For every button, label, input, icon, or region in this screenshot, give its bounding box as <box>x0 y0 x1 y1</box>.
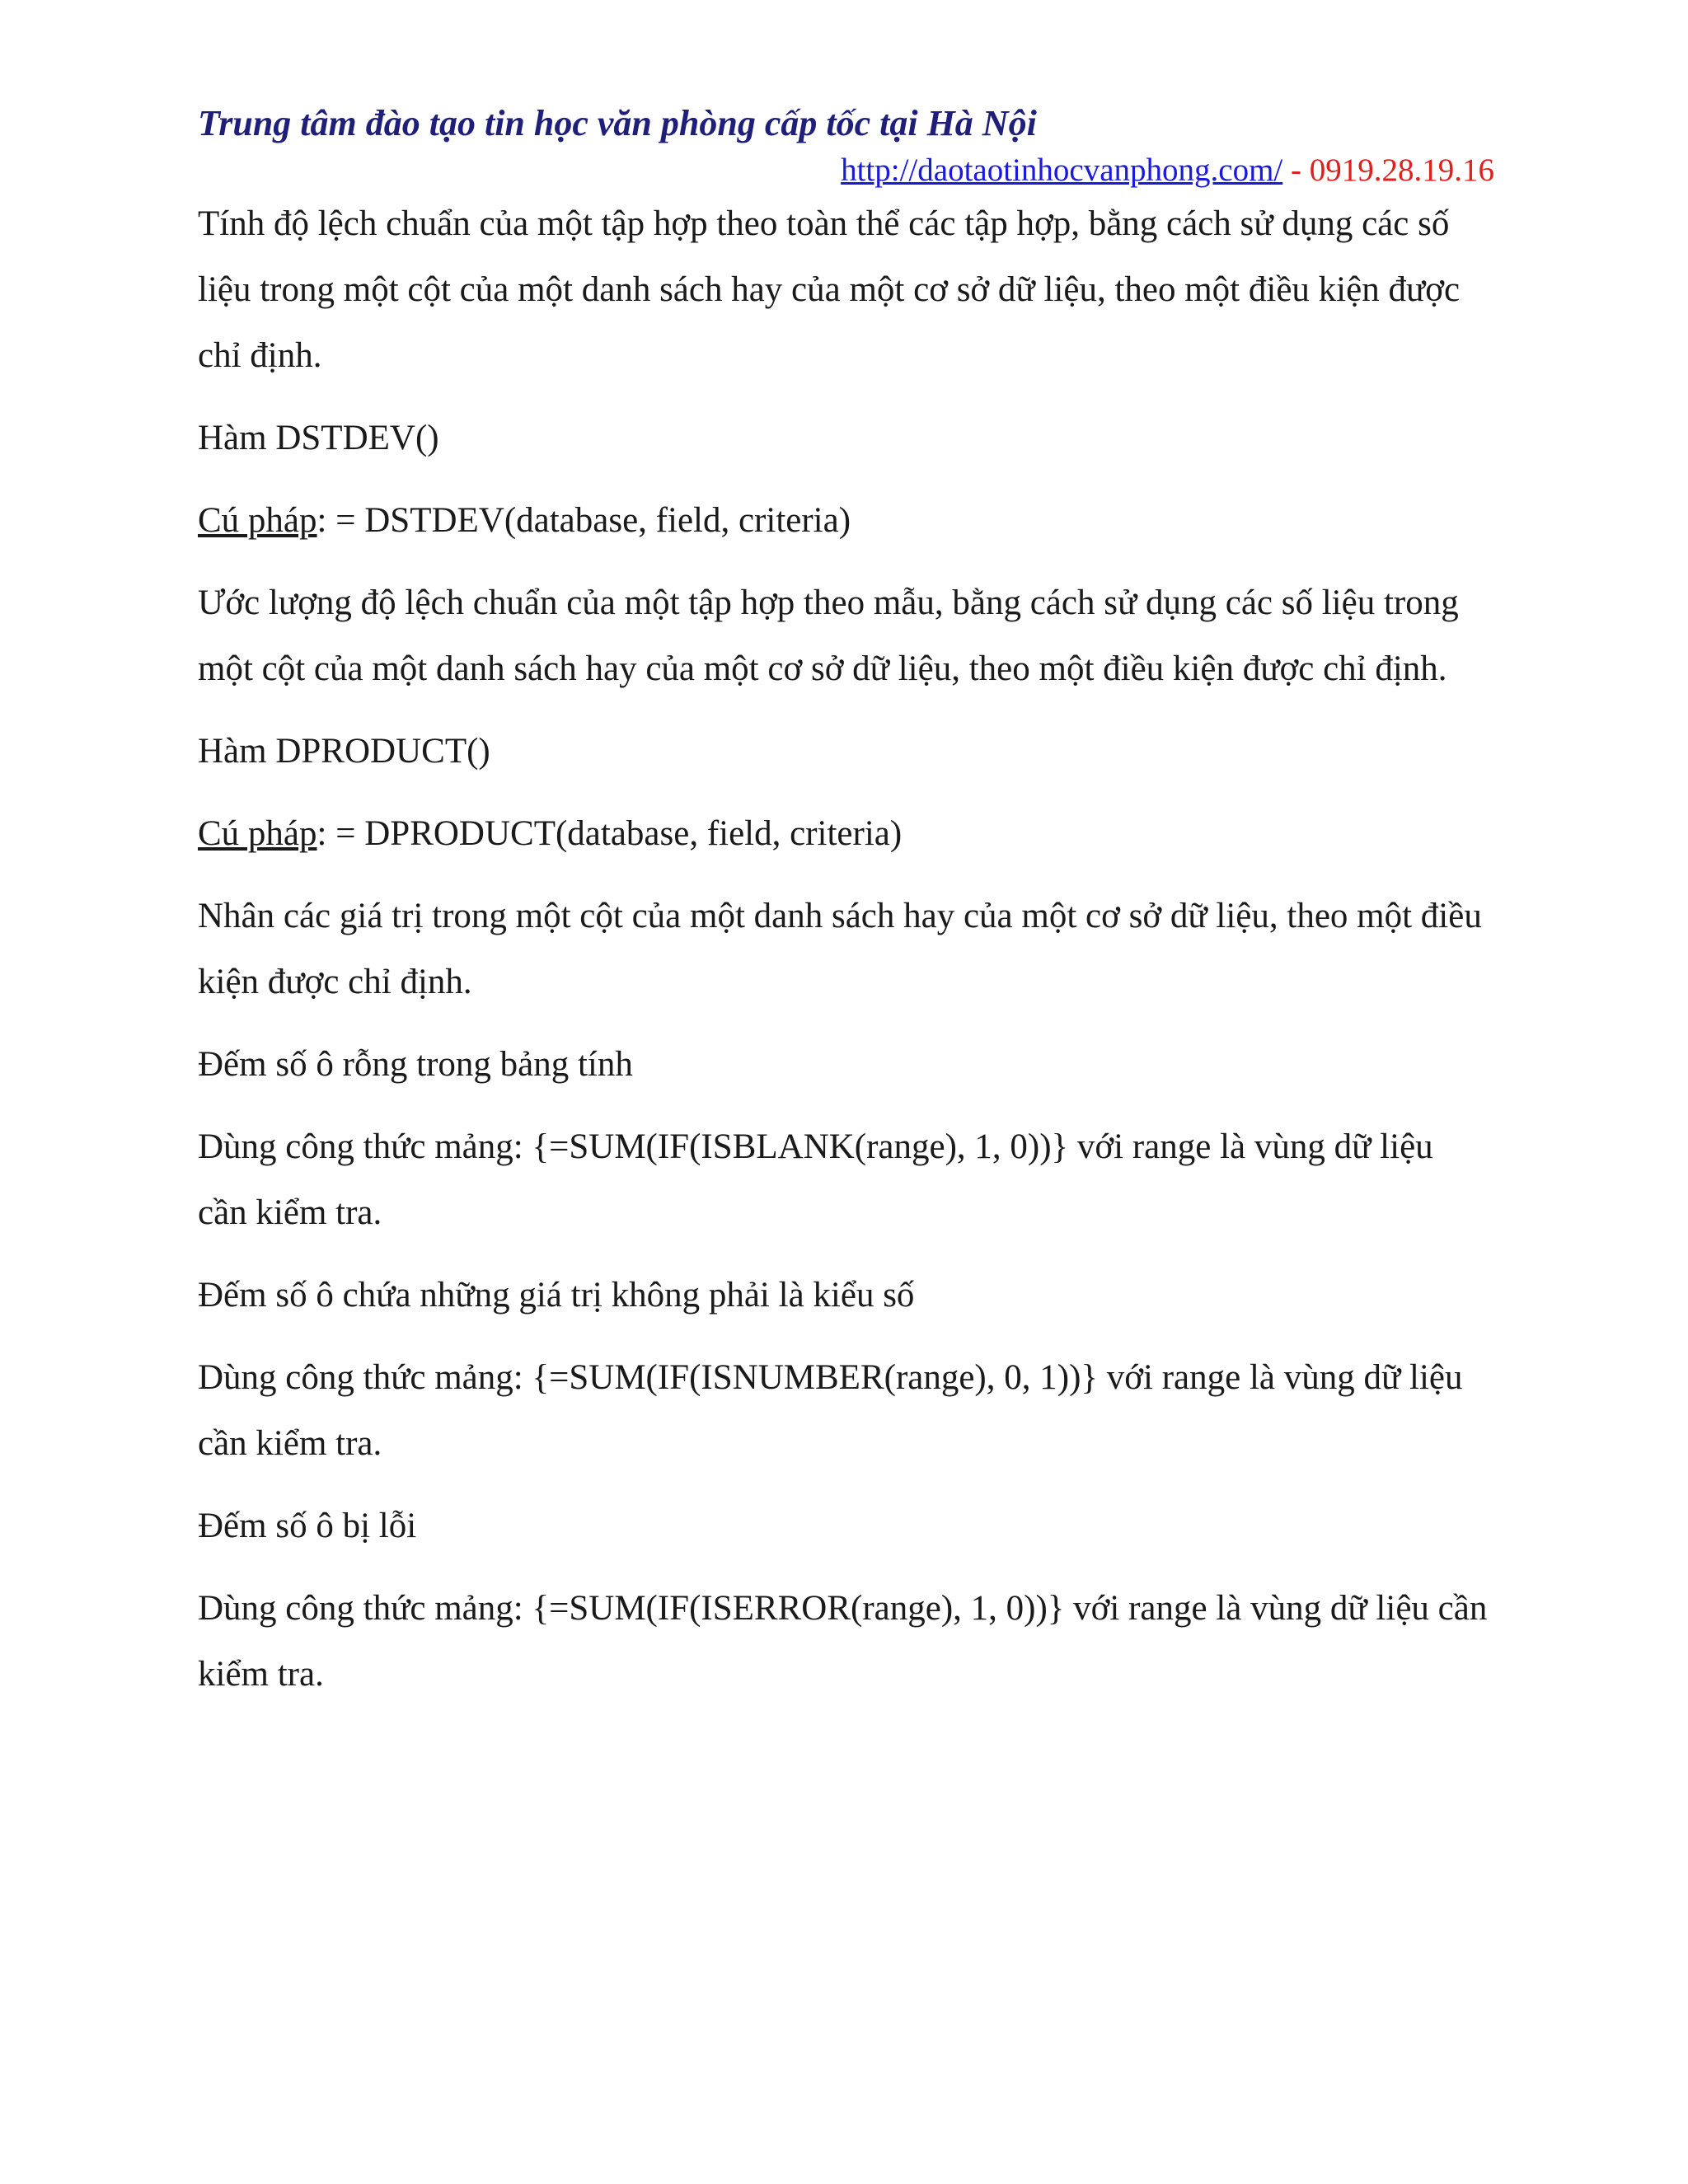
syntax-label: Cú pháp <box>198 501 317 540</box>
paragraph-count-error: Dùng công thức mảng: {=SUM(IF(ISERROR(range), 1, 0))} với range là vùng dữ liệu cần kiểm tra. <box>198 1589 1488 1694</box>
paragraph-dstdevp-description: Tính độ lệch chuẩn của một tập hợp theo toàn thể các tập hợp, bằng cách sử dụng các số liệu trong một cột của một danh sách hay của một cơ sở dữ liệu, theo một điều kiện được chỉ định. <box>198 204 1461 375</box>
heading-count-nonnumber: Đếm số ô chứa những giá trị không phải là kiểu số <box>198 1276 915 1315</box>
paragraph-count-nonnumber: Dùng công thức mảng: {=SUM(IF(ISNUMBER(range), 0, 1))} với range là vùng dữ liệu cần kiểm tra. <box>198 1358 1463 1463</box>
syntax-dstdev-formula: : = DSTDEV(database, field, criteria) <box>316 501 851 540</box>
syntax-dproduct-formula: : = DPRODUCT(database, field, criteria) <box>316 814 903 853</box>
page-content <box>198 97 1494 1708</box>
syntax-label: Cú pháp <box>198 814 317 853</box>
paragraph-dstdev-description: Ước lượng độ lệch chuẩn của một tập hợp theo mẫu, bằng cách sử dụng các số liệu trong một cột của một danh sách hay của một cơ sở dữ liệu, theo một điều kiện được chỉ định. <box>198 583 1459 688</box>
heading-count-error: Đếm số ô bị lỗi <box>198 1507 417 1545</box>
heading-count-blank: Đếm số ô rỗng trong bảng tính <box>198 1045 633 1084</box>
header-separator: - <box>1282 152 1310 188</box>
website-link[interactable]: http://daotaotinhocvanphong.com/ <box>841 152 1283 188</box>
phone-number: 0919.28.19.16 <box>1309 152 1494 188</box>
header-contact <box>198 150 1494 191</box>
paragraph-count-blank: Dùng công thức mảng: {=SUM(IF(ISBLANK(range), 1, 0))} với range là vùng dữ liệu cần kiểm tra. <box>198 1127 1433 1232</box>
heading-dstdev: Hàm DSTDEV() <box>198 419 439 457</box>
header-title: Trung tâm đào tạo tin học văn phòng cấp tốc tại Hà Nội <box>198 103 1037 143</box>
syntax-dproduct <box>198 801 1488 867</box>
heading-dproduct: Hàm DPRODUCT() <box>198 732 490 771</box>
paragraph-dproduct-description: Nhân các giá trị trong một cột của một danh sách hay của một cơ sở dữ liệu, theo một điều kiện được chỉ định. <box>198 897 1482 1001</box>
syntax-dstdev <box>198 488 1488 554</box>
